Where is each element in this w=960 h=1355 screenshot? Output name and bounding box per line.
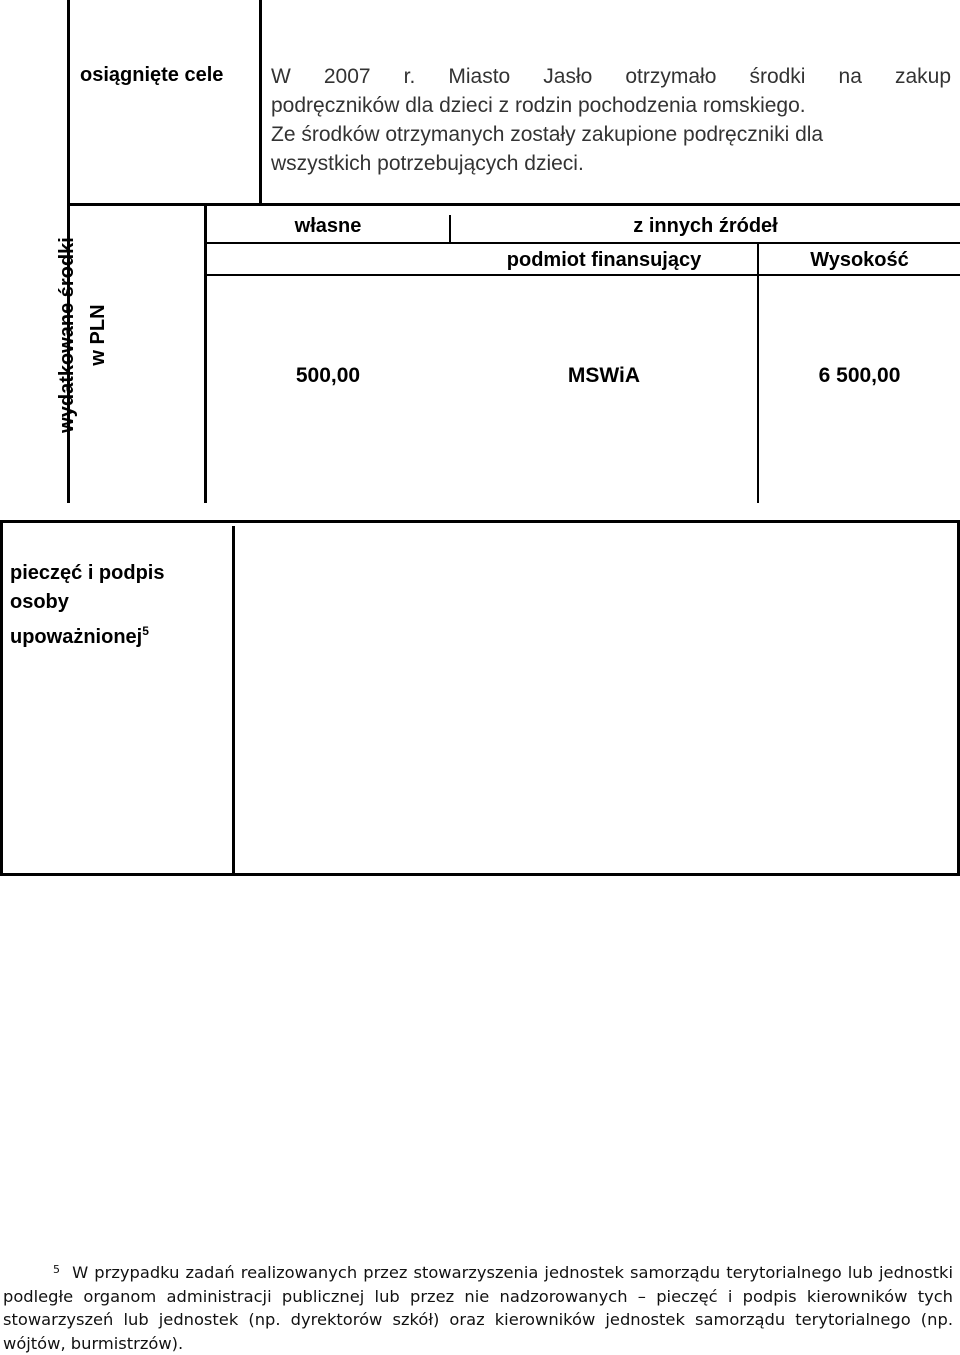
achievements-bottom-border xyxy=(67,203,960,206)
achievements-line-4: wszystkich potrzebujących dzieci. xyxy=(271,152,584,175)
amount-value: 6 500,00 xyxy=(818,364,901,387)
funds-label-divider xyxy=(204,205,207,503)
achievements-text xyxy=(271,62,951,178)
signature-label-line-1: pieczęć i podpis xyxy=(10,562,165,584)
signature-label-line-3: upoważnionej$^5$ xyxy=(10,624,149,648)
footnote xyxy=(3,1258,953,1355)
funds-label-line-1: wydatkowane środki xyxy=(56,237,78,433)
signature-divider xyxy=(232,526,235,876)
signature-left-border xyxy=(0,520,3,876)
achievements-label: osiągnięte cele xyxy=(80,64,224,86)
other-sources-header: z innych źródeł xyxy=(633,215,778,237)
signature-label xyxy=(10,559,164,652)
footnote-text: W przypadku zadań realizowanych przez stowarzyszenia jednostek samorządu terytorialnego lub jednostki podległe organom administracji publicznej lub przez nie nadzorowanych – pieczęć i podpis kierowników tych stowarzyszeń lub jednostek (np. dyrektorów szkół) oraz kierowników jednostek samorządu terytorialnego (np. wójtów, burmistrzów). xyxy=(3,1263,953,1353)
achievements-line-3: Ze środków otrzymanych zostały zakupione podręczniki dla xyxy=(271,123,824,146)
own-funds-value: 500,00 xyxy=(295,364,361,387)
funds-label-line-2: w PLN xyxy=(87,304,109,366)
signature-label-line-2: osoby xyxy=(10,591,69,613)
own-header-underline xyxy=(207,242,960,244)
own-funds-header: własne xyxy=(294,215,362,237)
achievements-line-2: podręczników dla dzieci z rodzin pochodzenia romskiego. xyxy=(271,94,806,117)
footnote-reference: 5 xyxy=(142,624,149,638)
amount-header: Wysokość xyxy=(810,249,909,271)
funder-header: podmiot finansujący xyxy=(506,249,702,271)
funds-label xyxy=(52,210,114,460)
funder-value: MSWiA xyxy=(567,364,641,387)
subheader-underline xyxy=(207,274,960,276)
signature-bottom-border xyxy=(0,873,960,876)
footnote-marker: 5 xyxy=(53,1263,60,1276)
signature-top-border xyxy=(0,520,960,523)
label-column-divider xyxy=(259,0,262,205)
achievements-line-1: W 2007 r. Miasto Jasło otrzymało środki na zakup xyxy=(271,65,951,88)
